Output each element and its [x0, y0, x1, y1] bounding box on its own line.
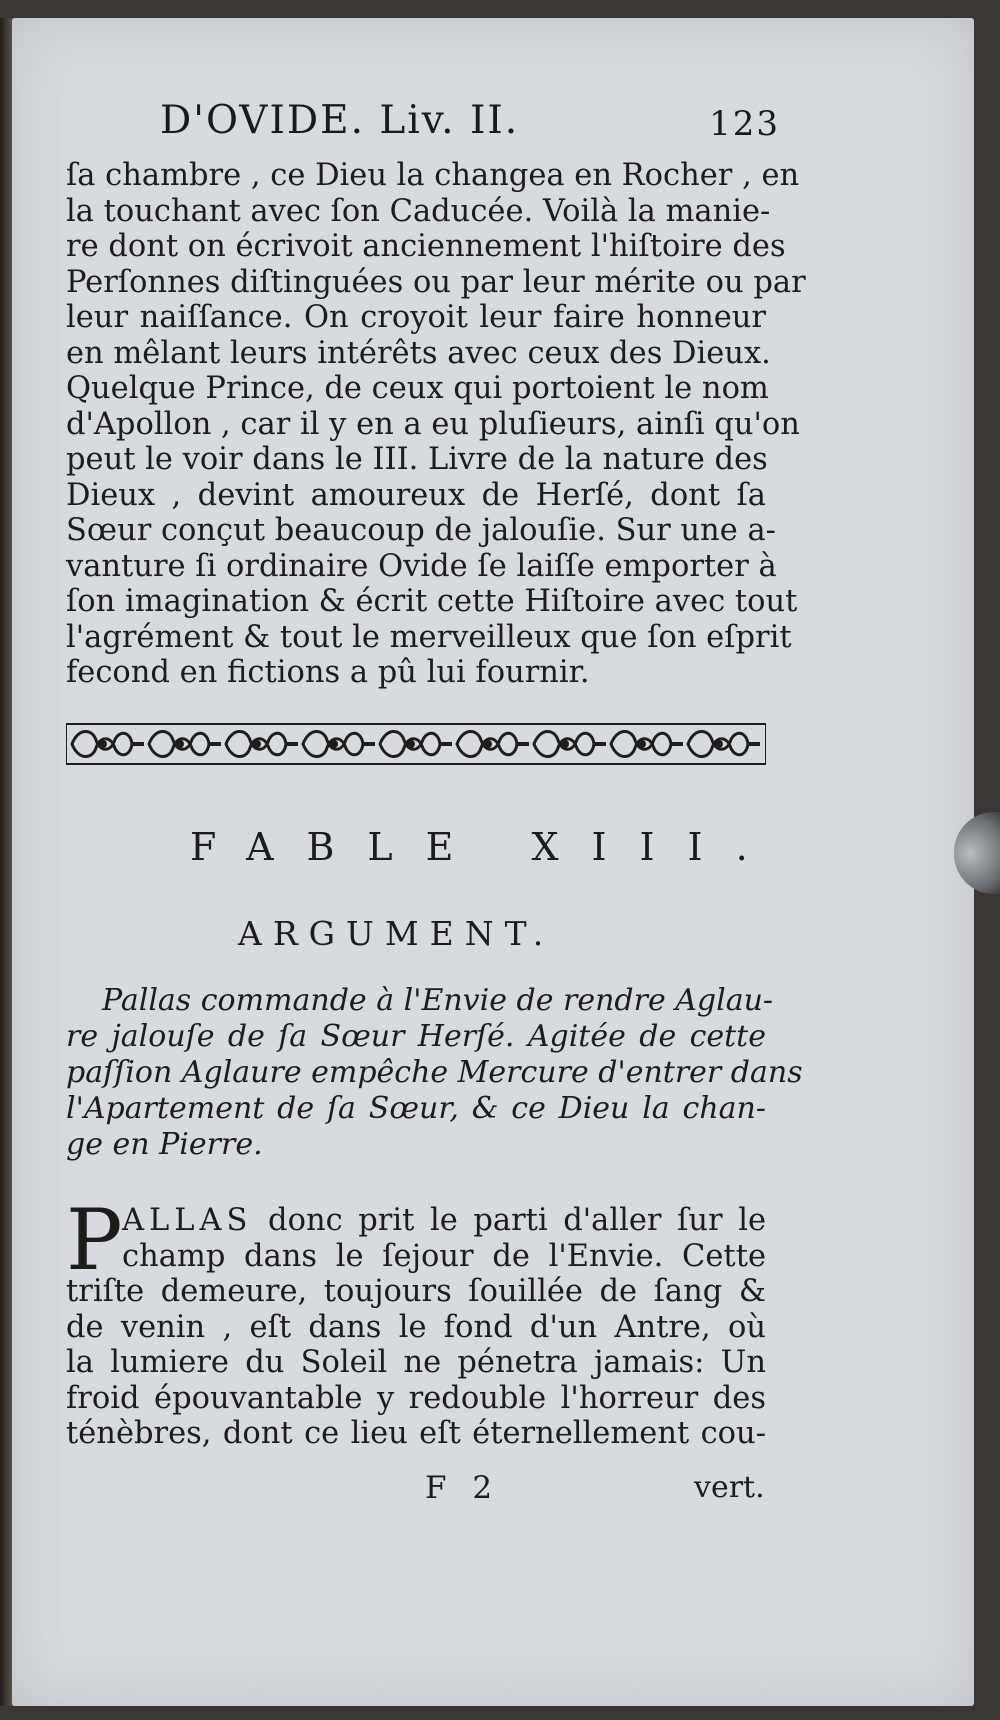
text-line: la lumiere du Soleil ne pénetra jamais: Un: [66, 1345, 766, 1380]
text-line: l'agrément & tout le merveilleux que ſon eſprit: [66, 619, 792, 655]
argument-summary: [66, 983, 803, 1163]
text-line: ténèbres, dont ce lieu eſt éternellement cou-: [66, 1416, 766, 1451]
text-line: Sœur conçut beaucoup de jalouſie. Sur une a-: [66, 513, 776, 548]
text-line: re dont on écrivoit anciennement l'hiſtoire des: [66, 229, 786, 264]
text-line: ſon imagination & écrit cette Hiſtoire avec tout: [66, 584, 798, 619]
text-line: Perſonnes diſtinguées ou par leur mérite ou par: [66, 264, 806, 300]
fable-heading: FABLE XIII.: [190, 825, 781, 869]
running-head-title: D'OVIDE. Liv. II.: [160, 98, 520, 143]
text-line: [66, 1203, 766, 1239]
text-line: froid épouvantable y redouble l'horreur des: [66, 1380, 766, 1416]
first-word: ALLAS: [122, 1203, 253, 1238]
argument-heading: ARGUMENT.: [238, 914, 555, 953]
text-line: peut le voir dans le III. Livre de la nature des: [66, 442, 768, 477]
argument-line: ge en Pierre.: [66, 1127, 263, 1162]
ornamental-divider: [66, 722, 766, 766]
text-line: champ dans le ſejour de l'Envie. Cette: [122, 1238, 766, 1274]
text-line: en mêlant leurs intérêts avec ceux des Dieux.: [66, 335, 771, 371]
text-line: vanture ſi ordinaire Ovide ſe laiſſe emporter à: [66, 548, 777, 584]
text-line: ſa chambre , ce Dieu la changea en Rocher , en: [66, 158, 800, 193]
text-line: fecond en fictions a pû lui fournir.: [66, 655, 590, 690]
catchword: vert.: [694, 1470, 765, 1505]
signature-mark: F 2: [425, 1470, 501, 1506]
argument-line: Pallas commande à l'Envie de rendre Aglau-: [102, 983, 774, 1018]
text-line: triſte demeure, toujours ſouillée de ſang &: [66, 1274, 766, 1309]
text-line: de venin , eſt dans le fond d'un Antre, où: [66, 1309, 766, 1345]
argument-line: paſſion Aglaure empêche Mercure d'entrer dans: [66, 1055, 803, 1090]
page-number: 123: [709, 104, 780, 144]
argument-line: re jalouſe de ſa Sœur Herſé. Agitée de cette: [66, 1019, 766, 1054]
paragraph-commentary: [66, 158, 806, 691]
running-head: [160, 98, 780, 148]
text-line: la touchant avec ſon Caducée. Voilà la manie-: [66, 193, 771, 229]
text-line: leur naiſſance. On croyoit leur faire honneur: [66, 300, 766, 335]
text-line: Quelque Prince, de ceux qui portoient le nom: [66, 371, 769, 406]
text-line: d'Apollon , car il y en a eu pluſieurs, ainſi qu'on: [66, 406, 800, 442]
text-line: Dieux , devint amoureux de Herſé, dont ſa: [66, 477, 766, 513]
drop-cap: P: [66, 1191, 123, 1289]
paragraph-fable: [66, 1203, 766, 1452]
text-line-rest: donc prit le parti d'aller ſur le: [252, 1203, 766, 1238]
argument-line: l'Apartement de ſa Sœur, & ce Dieu la chan-: [66, 1091, 766, 1126]
